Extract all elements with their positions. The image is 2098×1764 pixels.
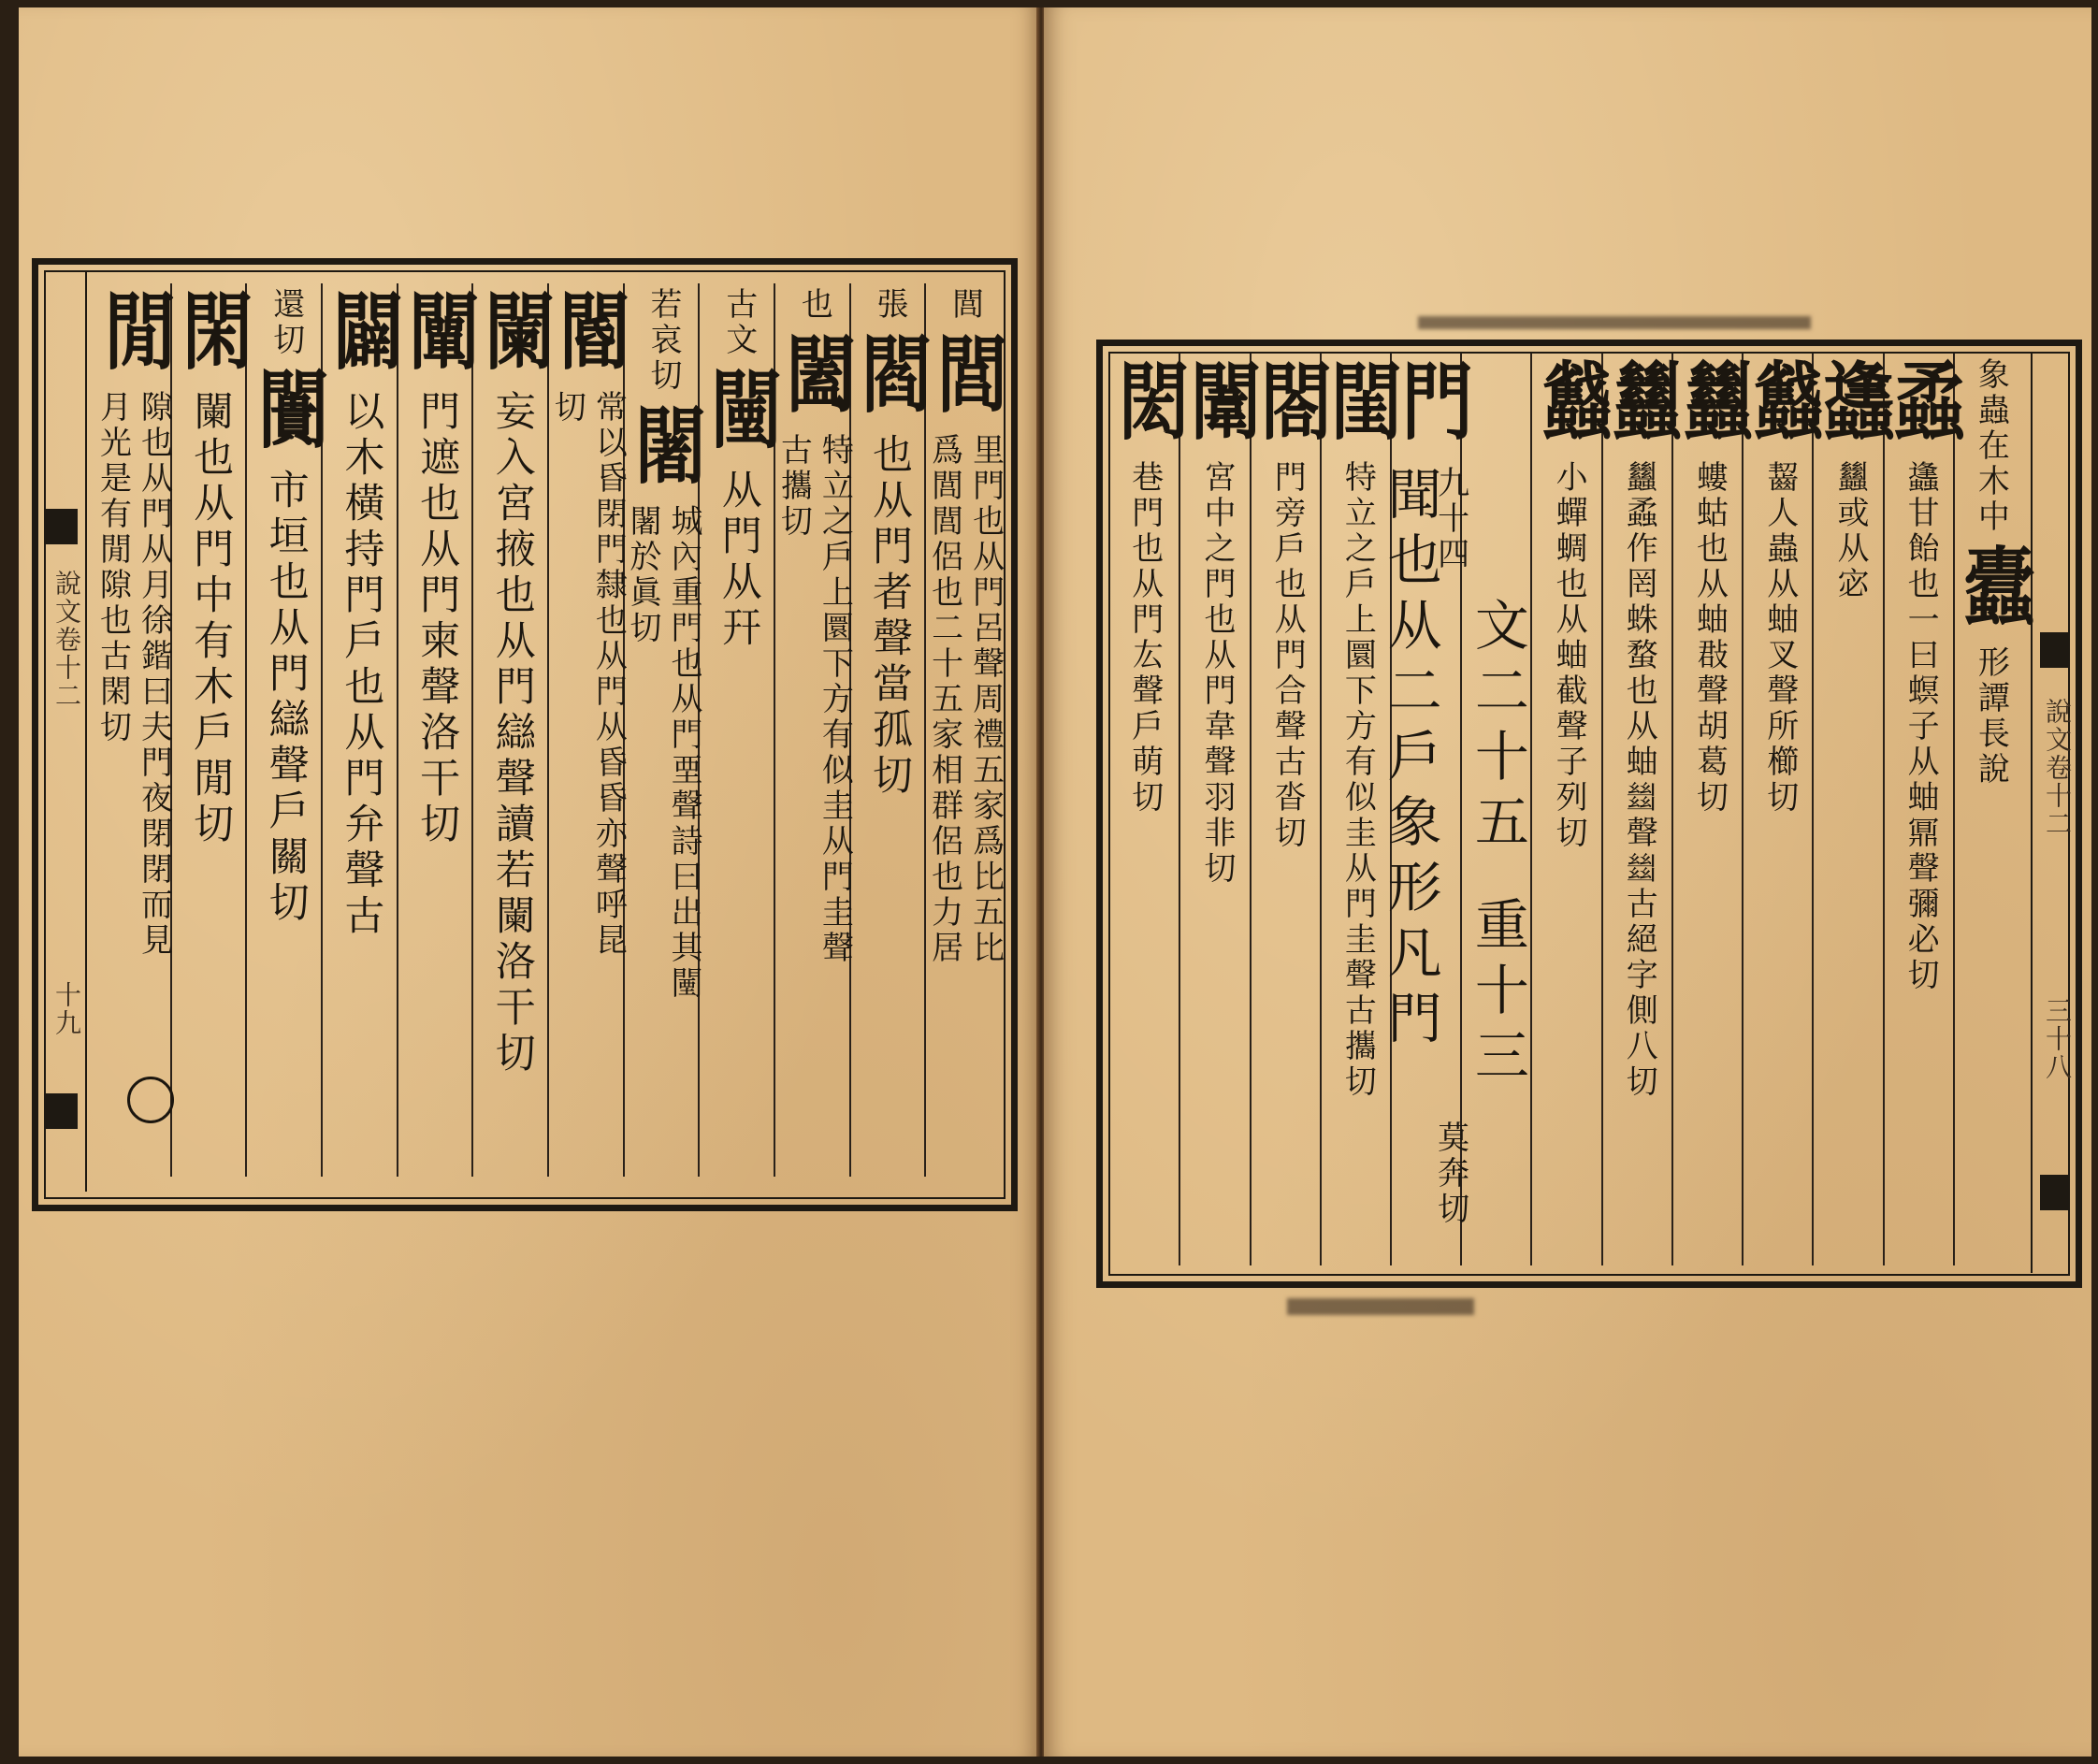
radical-number: 九十四: [1431, 466, 1469, 572]
column-heading-text: 張: [871, 287, 909, 323]
right-banxin: [2031, 352, 2076, 1273]
seal-character: 閤: [1248, 357, 1333, 447]
seal-character: 闡: [396, 287, 481, 377]
right-column: [1177, 354, 1263, 1265]
radical-fanqie: 莫奔切: [1431, 1121, 1469, 1227]
gloss-text: 城內重門也从門垔聲詩曰出其闉: [665, 504, 703, 1002]
circle-mark: [127, 1077, 174, 1123]
seal-character: 閭: [923, 330, 1008, 420]
gloss-text: 从門从幵: [715, 469, 762, 652]
gloss-text: 特立之戶上圜下方有似圭从門圭聲古攜切: [1338, 460, 1377, 1100]
summary-wen-count: 文二十五: [1465, 597, 1529, 859]
seal-character: 閑: [169, 287, 254, 377]
left-page: [19, 7, 1038, 1757]
seal-character: 闠: [244, 366, 329, 455]
gloss-text: 門遮也从門柬聲洛干切: [413, 390, 461, 848]
seal-character: 蠽: [1529, 357, 1614, 447]
gloss-text: 闌也从門中有木戶閒切: [187, 390, 235, 848]
right-column: [1248, 354, 1333, 1265]
left-column: [169, 283, 254, 1177]
left-column: [320, 283, 405, 1177]
left-column: [244, 283, 329, 1177]
gloss-text: 以木橫持門戶也从門弁聲古: [338, 390, 385, 940]
seal-character: 閻: [847, 330, 933, 420]
left-column: [92, 283, 177, 1177]
column-heading-text: 古文: [719, 287, 758, 358]
seal-character: 蠽: [1740, 357, 1825, 447]
seal-character: 闢: [320, 287, 405, 377]
gloss-text: 月光是有閒隙也古閑切: [94, 390, 132, 745]
gloss-text: 巷門也从門厷聲戶萌切: [1125, 460, 1164, 816]
right-column: [1378, 354, 1473, 1265]
right-column: [1599, 354, 1685, 1265]
radical-definition: 聞也从二戶象形凡門: [1378, 466, 1442, 1055]
column-heading-text: 還切: [267, 287, 305, 358]
gloss-text: 隙也从門从月徐鍇曰夫門夜閉閉而見: [135, 390, 173, 959]
left-text-columns: [92, 283, 1008, 1177]
column-heading-text: 閭: [946, 287, 984, 323]
gloss-text: 齧人蟲从蚰叉聲所櫛切: [1760, 460, 1799, 816]
seal-character: 闈: [1177, 357, 1263, 447]
gloss-text: 小蟬蜩也从蚰截聲子列切: [1550, 460, 1588, 851]
seal-character: 闌: [470, 287, 556, 377]
left-banxin: [38, 270, 87, 1192]
gloss-text: 也从門者聲當孤切: [866, 433, 914, 800]
left-column: [847, 283, 933, 1177]
left-banxin-title: 說文卷十二: [51, 570, 82, 710]
right-column: [1740, 354, 1825, 1265]
gloss-text: 里門也从門呂聲周禮五家爲比五比: [966, 433, 1005, 966]
right-page-frame: [1096, 340, 2082, 1288]
gloss-text: 門旁戶也从門合聲古沓切: [1268, 460, 1307, 851]
gloss-text: 古攜切: [774, 433, 813, 540]
radical-seal: 門: [1388, 357, 1473, 447]
gloss-text: 形譚長說: [1972, 645, 2010, 788]
seal-character: 蟊: [1881, 357, 1966, 447]
seal-character: 閨: [1318, 357, 1403, 447]
gloss-text: 蠿蟊作罔蛛蝥也从蚰𢇍聲𢇍古絕字側八切: [1620, 460, 1658, 1100]
left-column: [396, 283, 481, 1177]
right-column: [1810, 354, 1896, 1265]
gloss-text: 闍於眞切: [624, 504, 662, 646]
left-page-frame: [32, 258, 1018, 1211]
gloss-text: 常以昏閉門隸也从門从昏昏亦聲呼昆: [589, 390, 628, 959]
right-column: [1318, 354, 1403, 1265]
right-column: [1670, 354, 1755, 1265]
gloss-text: 特立之戶上圜下方有似圭从門圭聲: [816, 433, 854, 966]
seal-character: 蠹: [1951, 542, 2036, 632]
column-heading-text: 也: [795, 287, 833, 323]
gloss-text: 切: [548, 390, 586, 426]
right-column: [1881, 354, 1966, 1265]
gloss-text: 宮中之門也从門韋聲羽非切: [1197, 460, 1236, 887]
gloss-text: 市垣也从門䜌聲戶關切: [262, 469, 310, 927]
right-column: [1460, 354, 1530, 1265]
right-column: [1951, 354, 2036, 1265]
right-banxin-title: 說文卷十二: [2042, 698, 2073, 838]
left-column: [923, 283, 1008, 1177]
seal-character: 蠿: [1599, 357, 1685, 447]
right-text-columns: [1105, 354, 2036, 1265]
right-banxin-page-number: 三十八: [2042, 997, 2073, 1081]
right-page: [1044, 7, 2091, 1757]
seal-character: 闔: [773, 330, 858, 420]
seal-character: 闍: [622, 401, 707, 491]
gloss-text: 蠿或从宓: [1830, 460, 1869, 602]
gloss-text: 妄入宮掖也从門䜌聲讀若闌洛干切: [488, 390, 536, 1077]
left-column: [773, 283, 858, 1177]
seal-character: 闉: [697, 366, 782, 455]
column-heading-text: 象蟲在木中: [1972, 357, 2010, 535]
left-column: [622, 283, 707, 1177]
gloss-text: 蠭甘飴也一曰螟子从蚰鼏聲彌必切: [1902, 460, 1940, 993]
seal-character: 閽: [546, 287, 631, 377]
left-banxin-page-number: 十九: [51, 981, 82, 1037]
seal-character: 蠿: [1670, 357, 1755, 447]
left-column: [697, 283, 782, 1177]
gloss-text: 爲閭閭侶也二十五家相群侶也力居: [925, 433, 963, 966]
left-column: [470, 283, 556, 1177]
gloss-text: 螻蛄也从蚰㪊聲胡葛切: [1690, 460, 1729, 816]
summary-chong-count: 重十三: [1465, 896, 1529, 1092]
seal-character: 蠭: [1810, 357, 1896, 447]
seal-character: 閒: [92, 287, 177, 377]
column-heading-text: 若哀切: [644, 287, 683, 394]
right-column: [1529, 354, 1614, 1265]
left-column: [546, 283, 631, 1177]
seal-character: 閎: [1105, 357, 1190, 447]
right-column: [1105, 354, 1190, 1265]
